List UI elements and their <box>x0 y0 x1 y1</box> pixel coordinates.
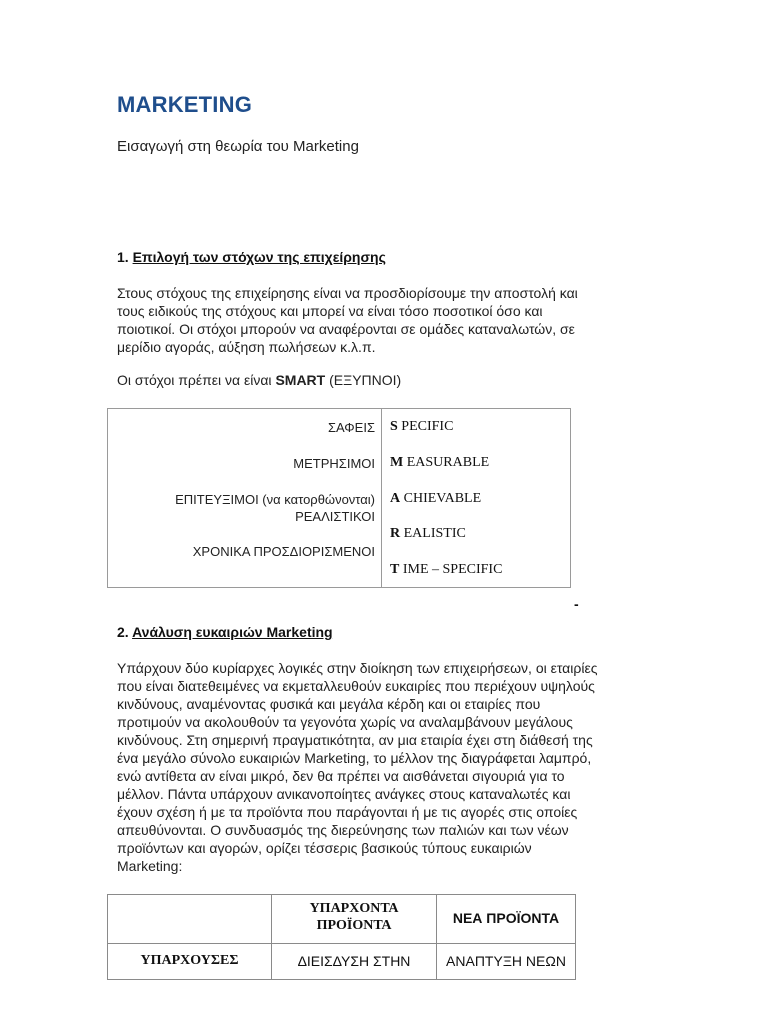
smart-english-time: T IME – SPECIFIC <box>390 562 503 577</box>
smart-greek-achievable: ΕΠΙΤΕΥΞΙΜΟΙ (να κατορθώνονται) <box>175 492 375 507</box>
paragraph-line: απευθύνονται. Ο συνδυασμός της διερεύνησης των παλιών και των νέων <box>117 822 569 838</box>
document-subtitle: Εισαγωγή στη θεωρία του Marketing <box>117 138 359 155</box>
opportunities-table <box>107 894 576 980</box>
paragraph-line: Marketing: <box>117 858 183 874</box>
paragraph-line: Στους στόχους της επιχείρησης είναι να προσδιορίσουμε την αποστολή και <box>117 285 578 301</box>
smart-greek-measurable: ΜΕΤΡΗΣΙΜΟΙ <box>293 456 375 471</box>
smart-english-measurable: M EASURABLE <box>390 455 490 470</box>
paragraph-line: Υπάρχουν δύο κυρίαρχες λογικές στην διοίκηση των επιχειρήσεων, οι εταιρίες <box>117 660 598 676</box>
paragraph-line: που είναι διατεθειμένες να εκμεταλλευθούν ευκαιρίες που περιέχουν υψηλούς <box>117 678 595 694</box>
section1-number: 1. <box>117 249 129 265</box>
smart-greek-time: ΧΡΟΝΙΚΑ ΠΡΟΣΔΙΟΡΙΣΜΕΝΟΙ <box>192 544 375 559</box>
document-title: MARKETING <box>117 92 253 117</box>
paragraph-line: ένα μεγάλο σύνολο ευκαιριών Marketing, το μέλλον της διαγράφεται λαμπρό, <box>117 750 592 766</box>
section2-heading <box>117 624 333 640</box>
header-existing-products-line1: ΥΠΑΡΧΟΝΤΑ <box>309 901 399 916</box>
paragraph-line: μέλλον. Πάντα υπάρχουν ανικανοποίητες ανάγκες στους καταναλωτές και <box>117 786 571 802</box>
smart-table <box>107 408 571 588</box>
section1-heading <box>117 249 386 265</box>
paragraph-line: προϊόντων και αγορών, ορίζει τέσσερις βασικούς τύπους ευκαιριών <box>117 840 532 856</box>
section2-number: 2. <box>117 624 129 640</box>
smart-english-specific: S PECIFIC <box>390 419 454 434</box>
header-new-products: ΝΕΑ ΠΡΟΪΟΝΤΑ <box>452 910 560 926</box>
paragraph-line: ποιοτικοί. Οι στόχοι μπορούν να αναφέρονται σε ομάδες καταναλωτών, σε <box>117 321 575 337</box>
paragraph-line: κινδύνους. Στη σημερινή πραγματικότητα, αν μια εταιρία έχει στη διάθεσή της <box>117 732 593 748</box>
paragraph-line: κινδύνους, αναμένοντας φυσικά και μεγάλα κέρδη και οι εταιρίες που <box>117 696 541 712</box>
table-divider <box>381 409 382 587</box>
paragraph-line: ενώ αντίθετα αν είναι μικρό, δεν θα πρέπει να αισθάνεται σιγουριά για το <box>117 768 565 784</box>
smart-greek-realistic: ΡΕΑΛΙΣΤΙΚΟΙ <box>295 509 375 524</box>
section2-heading-text: Ανάλυση ευκαιριών Marketing <box>132 624 333 640</box>
smart-prefix: Οι στόχοι πρέπει να είναι <box>117 372 276 388</box>
smart-sentence <box>117 372 401 388</box>
cell-market-penetration: ΔΙΕΙΣΔΥΣΗ ΣΤΗΝ <box>297 953 411 969</box>
paragraph-line: τους ειδικούς της στόχους και μπορεί να είναι τόσο ποσοτικοί όσο και <box>117 303 543 319</box>
header-existing-products-line2: ΠΡΟΪΟΝΤΑ <box>316 918 392 933</box>
cell-product-development: ΑΝΑΠΤΥΞΗ ΝΕΩΝ <box>446 953 566 969</box>
paragraph-line: προτιμούν να ακολουθούν τα γεγονότα χωρίς να αναλαμβάνουν μεγάλους <box>117 714 573 730</box>
smart-word: SMART <box>275 372 326 388</box>
smart-greek-specific: ΣΑΦΕΙΣ <box>327 420 375 435</box>
smart-english-realistic: R EALISTIC <box>390 526 466 541</box>
paragraph-line: μερίδιο αγοράς, αύξηση πωλήσεων κ.λ.π. <box>117 339 376 355</box>
smart-suffix: (ΕΞΥΠΝΟΙ) <box>325 372 402 388</box>
smart-english-achievable: A CHIEVABLE <box>390 491 482 506</box>
paragraph-line: έχουν σχέση ή με τα προϊόντα που παράγονται ή με τις αγορές στις οποίες <box>117 804 578 820</box>
row-existing-markets-label: ΥΠΑΡΧΟΥΣΕΣ <box>140 953 239 968</box>
trailing-dash: - <box>574 596 579 612</box>
table-row-divider <box>108 943 575 944</box>
section1-heading-text: Επιλογή των στόχων της επιχείρησης <box>132 249 386 265</box>
